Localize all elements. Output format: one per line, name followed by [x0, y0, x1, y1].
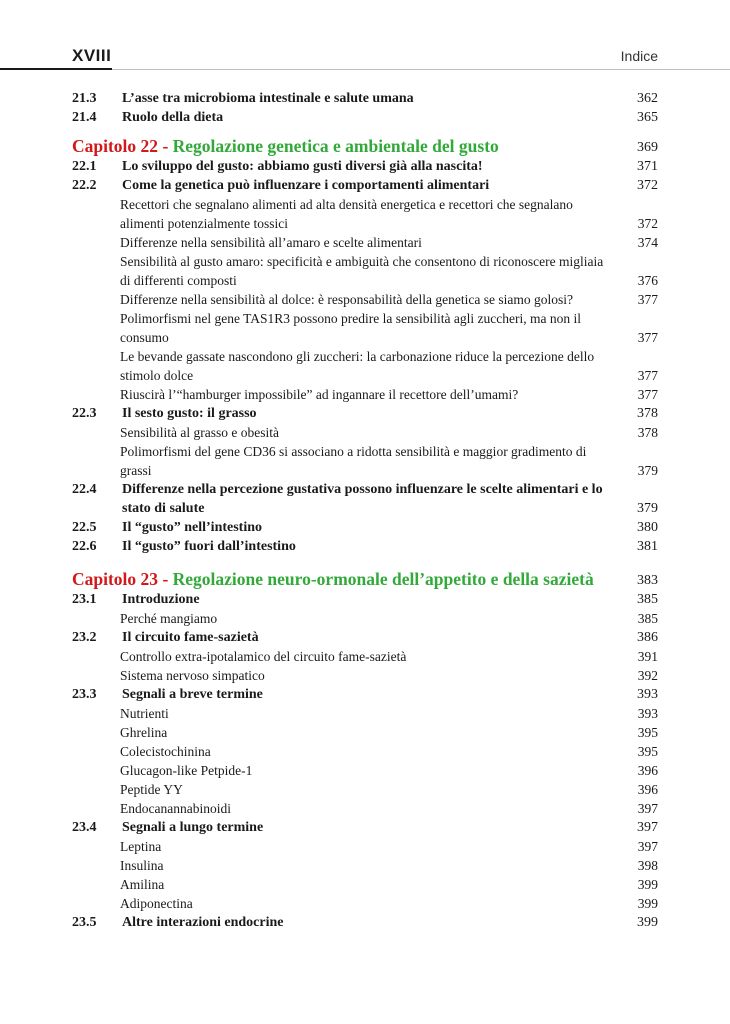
page-ref: 396 — [637, 763, 658, 778]
page-ref: 386 — [637, 630, 658, 645]
toc-subsection-entry[interactable] — [72, 894, 658, 913]
toc-subsection-entry[interactable] — [72, 761, 658, 780]
page-ref: 372 — [637, 216, 658, 231]
toc-subsection-entry[interactable] — [72, 385, 658, 404]
section-title: Il “gusto” nell’intestino — [122, 520, 263, 535]
page-ref: 399 — [637, 877, 658, 892]
subsection-title: Ghrelina — [120, 725, 168, 740]
toc-subsection-entry[interactable] — [72, 723, 658, 742]
page-ref: 379 — [637, 501, 658, 516]
toc-subsection-entry[interactable] — [72, 252, 658, 290]
chapter-prefix: Capitolo 23 — [72, 569, 159, 589]
section-number: 22.5 — [72, 520, 97, 535]
header-rule-thin — [112, 69, 730, 70]
page-ref: 397 — [637, 801, 658, 816]
chapter-name: Regolazione genetica e ambientale del gusto — [172, 136, 499, 156]
subsection-title: Differenze nella sensibilità all’amaro e scelte alimentari — [120, 235, 422, 250]
subsection-title: Colecistochinina — [120, 744, 211, 759]
subsection-title: Differenze nella sensibilità al dolce: è responsabilità della genetica se siamo golosi? — [120, 292, 573, 307]
subsection-title: Amilina — [120, 877, 165, 892]
section-title: Il sesto gusto: il grasso — [122, 406, 257, 421]
section-title: Altre interazioni endocrine — [122, 915, 284, 930]
section-title: Segnali a breve termine — [122, 687, 263, 702]
chapter-title: Capitolo 23 - Regolazione neuro-ormonale dell’appetito e della sazietà — [72, 569, 594, 589]
toc-section-entry[interactable] — [72, 157, 658, 176]
toc-subsection-entry[interactable] — [72, 666, 658, 685]
toc-subsection-entry[interactable] — [72, 290, 658, 309]
toc-section-entry[interactable] — [72, 818, 658, 837]
page-ref: 377 — [637, 368, 658, 383]
section-number: 21.3 — [72, 91, 97, 106]
subsection-title: Le bevande gassate nascondono gli zuccheri: la carbonazione riduce la percezione dello stimolo dolce — [120, 349, 595, 383]
section-title: Introduzione — [122, 592, 200, 607]
page-ref: 378 — [637, 406, 658, 421]
toc-subsection-entry[interactable] — [72, 442, 658, 480]
page-ref: 374 — [637, 235, 658, 250]
page-ref: 399 — [637, 896, 658, 911]
page-number: XVIII — [72, 46, 112, 65]
toc-section-entry[interactable] — [72, 913, 658, 932]
section-number: 22.2 — [72, 178, 97, 193]
running-head: Indice — [620, 48, 658, 64]
page-ref: 377 — [637, 292, 658, 307]
toc-subsection-entry[interactable] — [72, 423, 658, 442]
page-ref: 376 — [637, 273, 658, 288]
page-ref: 380 — [637, 520, 658, 535]
subsection-title: Nutrienti — [120, 706, 169, 721]
page-ref: 395 — [637, 744, 658, 759]
page-ref: 395 — [637, 725, 658, 740]
toc-subsection-entry[interactable] — [72, 647, 658, 666]
toc-section-entry[interactable] — [72, 176, 658, 195]
section-number: 21.4 — [72, 110, 97, 125]
toc-subsection-entry[interactable] — [72, 347, 658, 385]
page-ref: 399 — [637, 915, 658, 930]
toc-subsection-entry[interactable] — [72, 609, 658, 628]
toc-section-entry[interactable] — [72, 404, 658, 423]
page-ref: 371 — [637, 159, 658, 174]
page-ref: 362 — [637, 91, 658, 106]
subsection-title: Perché mangiamo — [120, 611, 218, 626]
page-ref: 391 — [637, 649, 658, 664]
subsection-title: Polimorfismi del gene CD36 si associano a ridotta sensibilità e maggior gradimento di grassi — [120, 444, 587, 478]
subsection-title: Sensibilità al grasso e obesità — [120, 425, 279, 440]
toc-section-entry[interactable] — [72, 685, 658, 704]
subsection-title: Insulina — [120, 858, 164, 873]
toc-subsection-entry[interactable] — [72, 233, 658, 252]
page-ref: 378 — [637, 425, 658, 440]
page-ref: 393 — [637, 706, 658, 721]
section-number: 23.2 — [72, 630, 97, 645]
toc-subsection-entry[interactable] — [72, 799, 658, 818]
subsection-title: Riuscirà l’“hamburger impossibile” ad ingannare il recettore dell’umami? — [120, 387, 519, 402]
section-title: Il circuito fame-sazietà — [122, 630, 259, 645]
subsection-title: Recettori che segnalano alimenti ad alta densità energetica e recettori che segnalano alimenti potenzialmente tossici — [120, 197, 573, 231]
subsection-title: Endocanannabinoidi — [120, 801, 231, 816]
section-title: Lo sviluppo del gusto: abbiamo gusti diversi già alla nascita! — [122, 159, 483, 174]
page-ref: 398 — [637, 858, 658, 873]
page-ref: 381 — [637, 539, 658, 554]
chapter-name: Regolazione neuro-ormonale dell’appetito e della sazietà — [172, 569, 594, 589]
toc-chapter-entry[interactable] — [72, 568, 658, 590]
toc-section-entry[interactable] — [72, 537, 658, 556]
page-ref: 385 — [637, 592, 658, 607]
section-number: 23.1 — [72, 592, 97, 607]
toc-subsection-entry[interactable] — [72, 875, 658, 894]
section-title: Differenze nella percezione gustativa possono influenzare le scelte alimentari e lo stato di salute — [122, 482, 603, 516]
toc-chapter-entry[interactable] — [72, 135, 658, 157]
toc-section-entry[interactable] — [72, 89, 658, 108]
toc-subsection-entry[interactable] — [72, 195, 658, 233]
header-rule-bold — [0, 68, 112, 70]
toc-section-entry[interactable] — [72, 590, 658, 609]
page-ref: 393 — [637, 687, 658, 702]
page-ref: 365 — [637, 110, 658, 125]
subsection-title: Sistema nervoso simpatico — [120, 668, 265, 683]
subsection-title: Sensibilità al gusto amaro: specificità e ambiguità che consentono di riconoscere migliaia di differenti composti — [120, 254, 604, 288]
page-ref: 369 — [637, 140, 658, 155]
section-number: 23.3 — [72, 687, 97, 702]
toc-section-entry[interactable] — [72, 108, 658, 127]
page-ref: 392 — [637, 668, 658, 683]
page-ref: 377 — [637, 330, 658, 345]
page-ref: 397 — [637, 820, 658, 835]
toc-subsection-entry[interactable] — [72, 856, 658, 875]
page-ref: 377 — [637, 387, 658, 402]
subsection-title: Leptina — [120, 839, 162, 854]
chapter-prefix: Capitolo 22 — [72, 136, 159, 156]
page-ref: 385 — [637, 611, 658, 626]
subsection-title: Polimorfismi nel gene TAS1R3 possono predire la sensibilità agli zuccheri, ma non il consumo — [120, 311, 581, 345]
toc-subsection-entry[interactable] — [72, 837, 658, 856]
section-number: 22.4 — [72, 482, 97, 497]
page-ref: 379 — [637, 463, 658, 478]
section-title: Segnali a lungo termine — [122, 820, 264, 835]
page-ref: 383 — [637, 573, 658, 588]
section-title: Come la genetica può influenzare i comportamenti alimentari — [122, 178, 490, 193]
section-title: L’asse tra microbioma intestinale e salute umana — [122, 91, 414, 106]
page-ref: 372 — [637, 178, 658, 193]
toc-subsection-entry[interactable] — [72, 309, 658, 347]
toc-section-entry[interactable] — [72, 480, 658, 518]
section-number: 23.4 — [72, 820, 97, 835]
section-title: Il “gusto” fuori dall’intestino — [122, 539, 296, 554]
page-ref: 397 — [637, 839, 658, 854]
toc-section-entry[interactable] — [72, 518, 658, 537]
subsection-title: Peptide YY — [120, 782, 183, 797]
subsection-title: Controllo extra-ipotalamico del circuito fame-sazietà — [120, 649, 407, 664]
section-number: 23.5 — [72, 915, 97, 930]
section-title: Ruolo della dieta — [122, 110, 224, 125]
chapter-title: Capitolo 22 - Regolazione genetica e ambientale del gusto — [72, 136, 499, 156]
subsection-title: Glucagon-like Petpide-1 — [120, 763, 253, 778]
toc-section-entry[interactable] — [72, 628, 658, 647]
table-of-contents — [72, 89, 658, 932]
toc-subsection-entry[interactable] — [72, 780, 658, 799]
section-number: 22.6 — [72, 539, 97, 554]
toc-subsection-entry[interactable] — [72, 742, 658, 761]
section-number: 22.3 — [72, 406, 97, 421]
toc-subsection-entry[interactable] — [72, 704, 658, 723]
subsection-title: Adiponectina — [120, 896, 193, 911]
section-number: 22.1 — [72, 159, 97, 174]
page-ref: 396 — [637, 782, 658, 797]
page-header — [0, 46, 730, 72]
